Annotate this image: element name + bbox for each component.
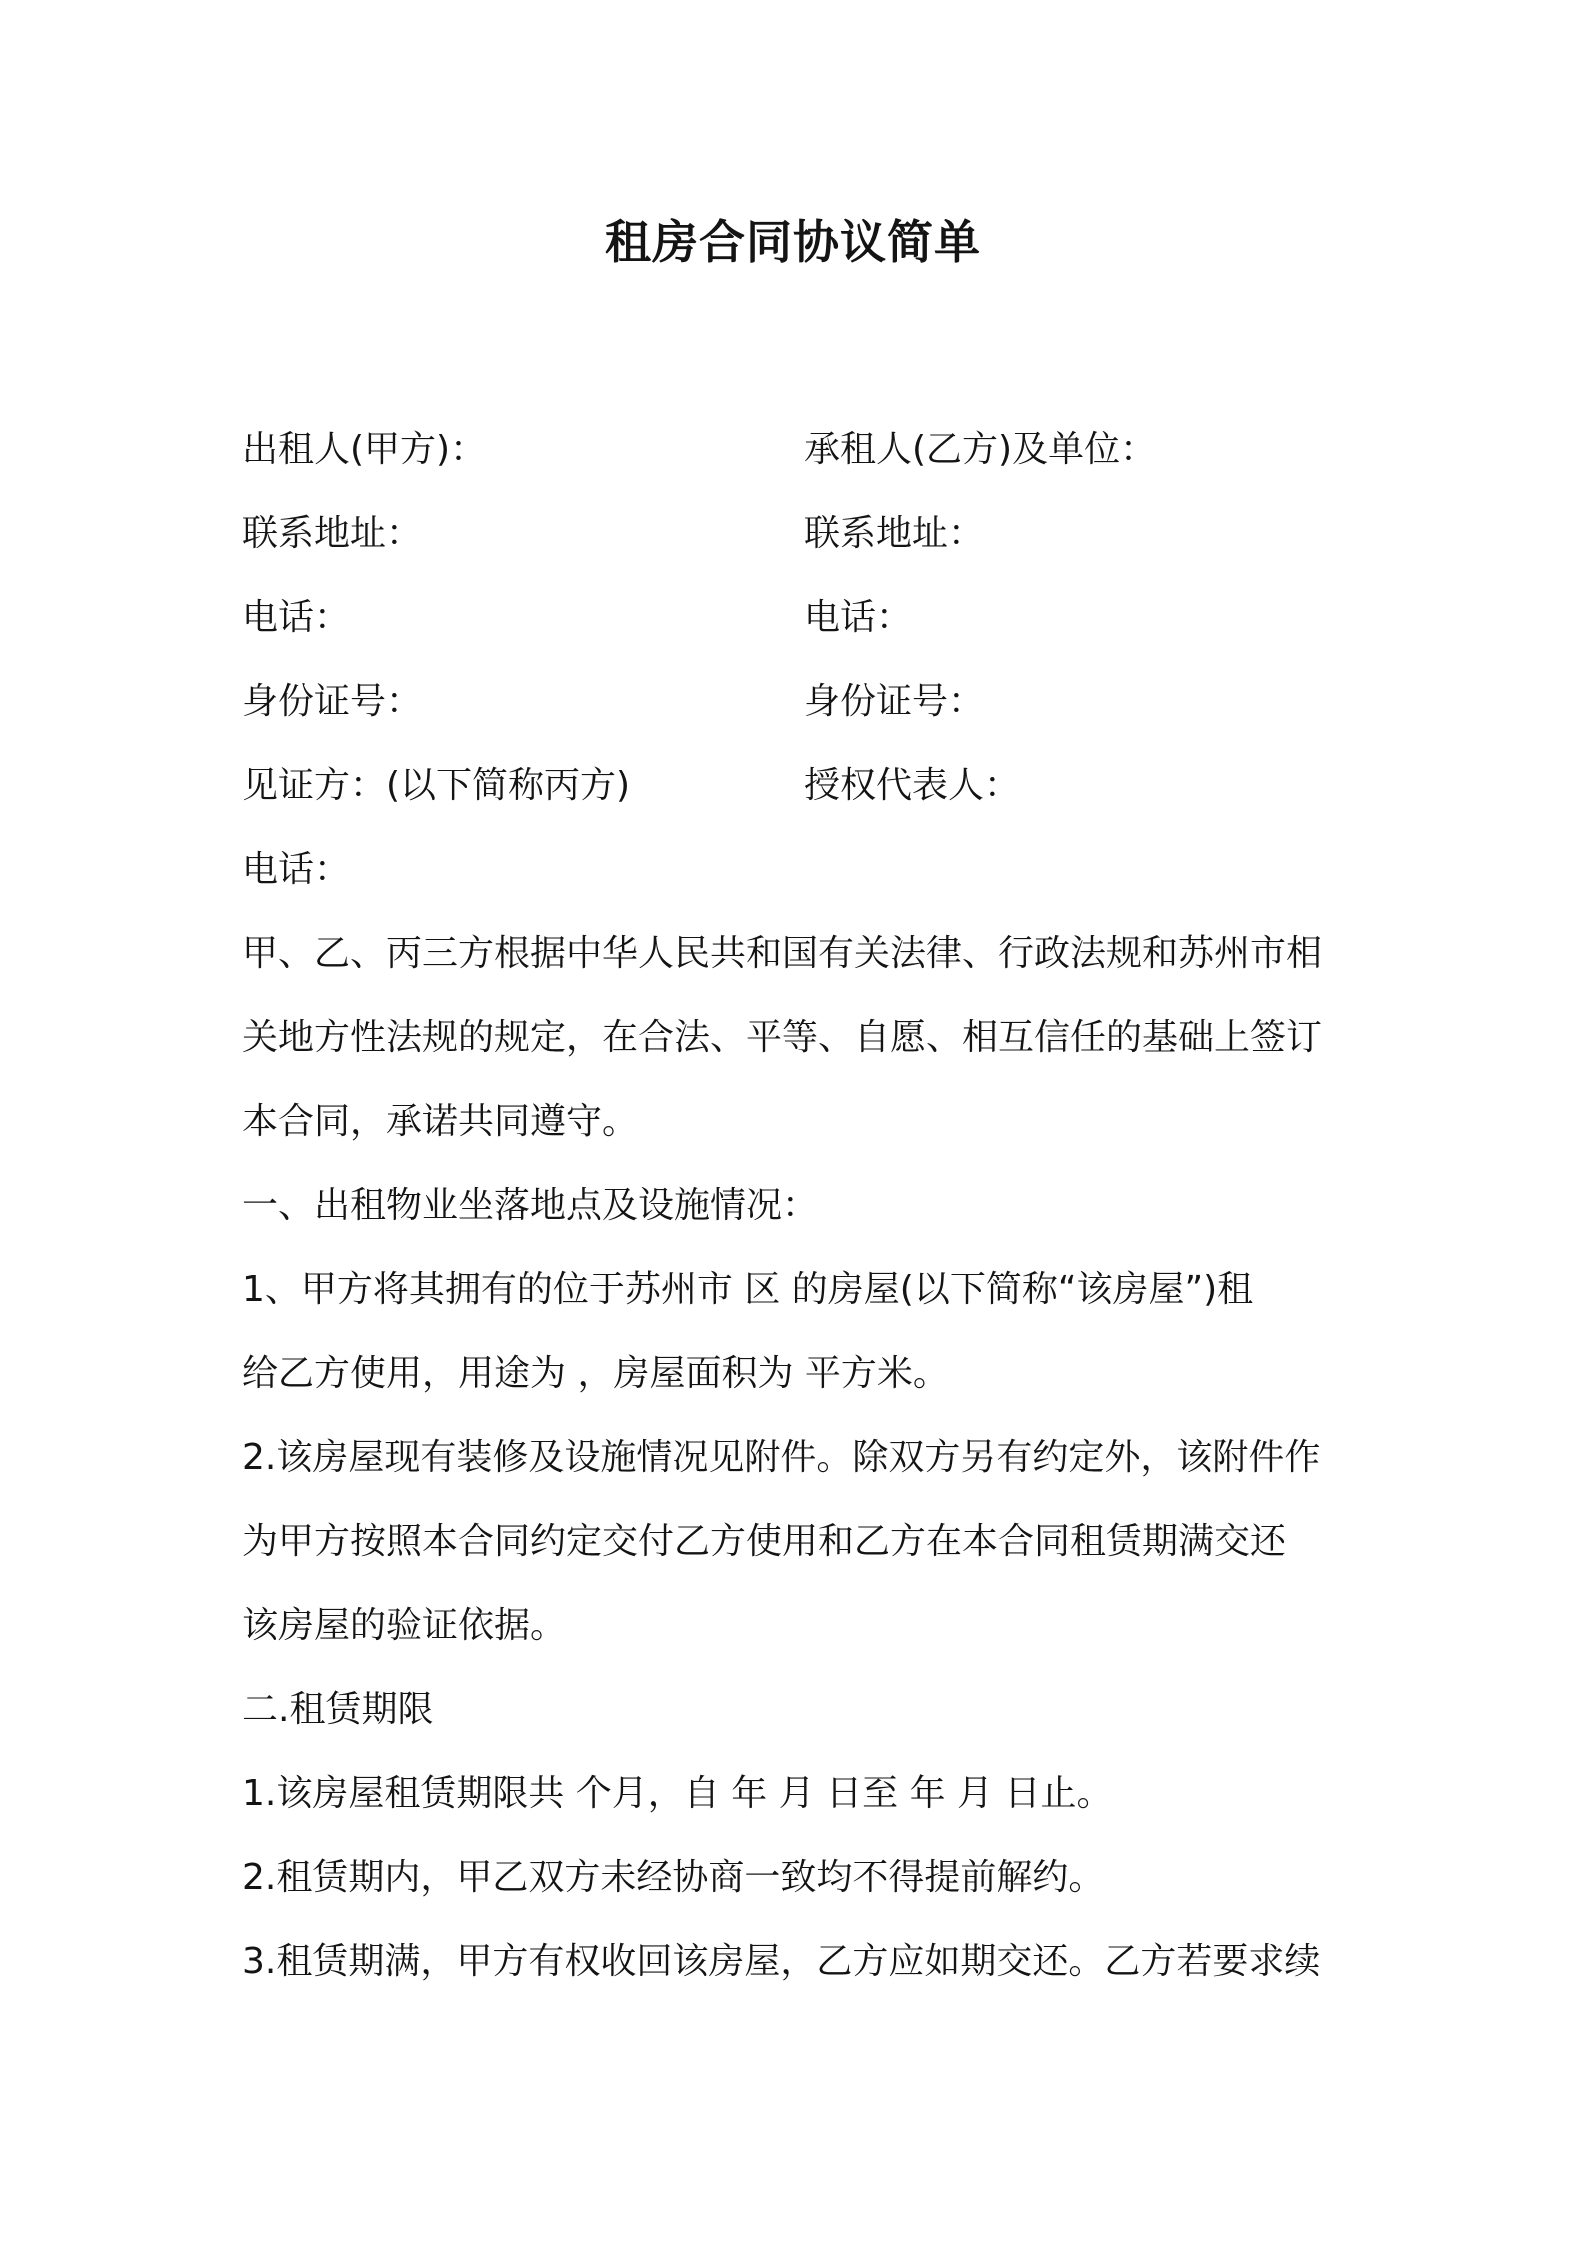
lessor-label: 出租人(甲方)：	[242, 429, 487, 470]
party-row-witness	[242, 744, 1352, 828]
section-1-item-1-line: 给乙方使用，用途为 ，房屋面积为 平方米。	[242, 1353, 949, 1394]
document-body	[242, 408, 1352, 2004]
section-2-item-1: 1.该房屋租赁期限共 个月，自 年 月 日至 年 月 日止。	[242, 1773, 1113, 1814]
section-2-item-2: 2.租赁期内，甲乙双方未经协商一致均不得提前解约。	[242, 1857, 1105, 1898]
lessor-address-label: 联系地址：	[242, 513, 423, 554]
section-2-item-3: 3.租赁期满，甲方有权收回该房屋，乙方应如期交还。乙方若要求续	[242, 1941, 1321, 1982]
section-1-item-1-line: 1、甲方将其拥有的位于苏州市 区 的房屋(以下简称“该房屋”)租	[242, 1269, 1254, 1310]
witness-phone-label: 电话：	[242, 849, 351, 890]
lessee-label: 承租人(乙方)及单位：	[804, 429, 1157, 470]
lessee-id-label: 身份证号：	[804, 681, 985, 722]
preamble-line: 关地方性法规的规定，在合法、平等、自愿、相互信任的基础上签订	[242, 1017, 1323, 1058]
witness-label: 见证方：(以下简称丙方)	[242, 765, 631, 806]
section-1-item-2-line: 该房屋的验证依据。	[242, 1605, 567, 1646]
party-row-address	[242, 492, 1352, 576]
section-1-item-2-line: 为甲方按照本合同约定交付乙方使用和乙方在本合同租赁期满交还	[242, 1521, 1287, 1562]
lessor-phone-label: 电话：	[242, 597, 351, 638]
section-1-heading: 一、出租物业坐落地点及设施情况：	[242, 1185, 819, 1226]
document-title: 租房合同协议简单	[605, 215, 981, 269]
preamble-line: 本合同，承诺共同遵守。	[242, 1101, 639, 1142]
section-2-heading: 二.租赁期限	[242, 1689, 434, 1730]
section-1-item-2-line: 2.该房屋现有装修及设施情况见附件。除双方另有约定外，该附件作	[242, 1437, 1321, 1478]
lessee-address-label: 联系地址：	[804, 513, 985, 554]
party-row-id	[242, 660, 1352, 744]
authorized-rep-label: 授权代表人：	[804, 765, 1021, 806]
lessor-id-label: 身份证号：	[242, 681, 423, 722]
party-row-names	[242, 408, 1352, 492]
lessee-phone-label: 电话：	[804, 597, 913, 638]
preamble-line: 甲、乙、丙三方根据中华人民共和国有关法律、行政法规和苏州市相	[242, 933, 1323, 974]
party-row-phone	[242, 576, 1352, 660]
